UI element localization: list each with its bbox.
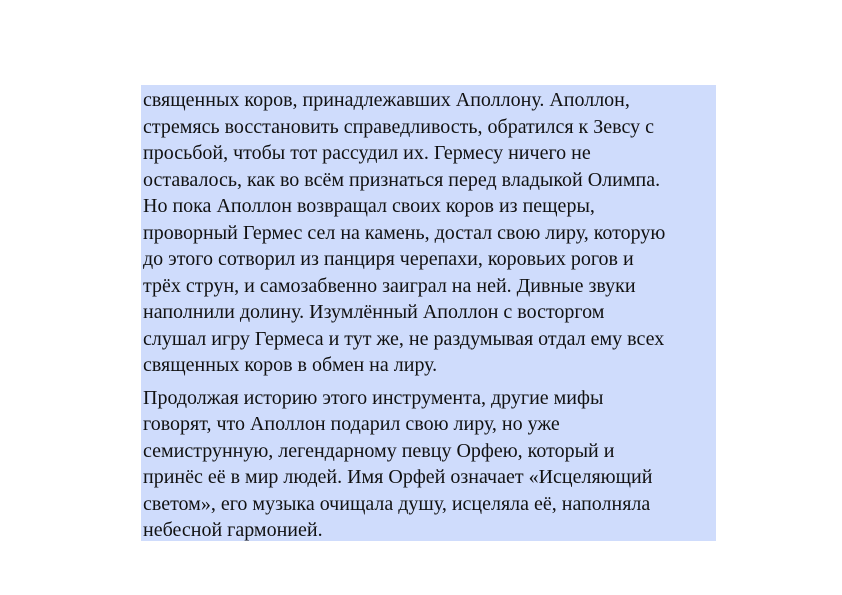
text-block xyxy=(141,85,716,541)
paragraph-1 xyxy=(143,87,714,379)
paragraph-line: проворный Гермес сел на камень, достал свою лиру, которую xyxy=(143,221,666,244)
paragraph-line: семиструнную, легендарному певцу Орфею, который и xyxy=(143,439,615,462)
paragraph-line: наполнили долину. Изумлённый Аполлон с восторгом xyxy=(143,301,605,323)
paragraph-line: стремясь восстановить справедливость, обратился к Зевсу с xyxy=(143,115,654,138)
paragraph-line: слушал игру Гермеса и тут же, не раздумывая отдал ему всех xyxy=(143,327,665,350)
paragraph-line: до этого сотворил из панциря черепахи, коровьих рогов и xyxy=(143,248,634,270)
paragraph-line: говорят, что Аполлон подарил свою лиру, но уже xyxy=(143,413,560,435)
paragraph-line: светом», его музыка очищала душу, исцеляла её, наполняла xyxy=(143,492,651,515)
paragraph-line: Но пока Аполлон возвращал своих коров из пещеры, xyxy=(143,195,595,217)
paragraph-line: просьбой, чтобы тот рассудил их. Гермесу ничего не xyxy=(143,142,591,164)
paragraph-line: оставалось, как во всём признаться перед владыкой Олимпа. xyxy=(143,168,661,191)
paragraph-line: священных коров в обмен на лиру. xyxy=(143,354,438,376)
paragraph-line: небесной гармонией. xyxy=(143,519,323,541)
paragraph-line: принёс её в мир людей. Имя Орфей означает «Исцеляющий xyxy=(143,466,653,488)
paragraph-line: священных коров, принадлежавших Аполлону. Аполлон, xyxy=(143,89,630,111)
paragraph-line: трёх струн, и самозабвенно заиграл на ней. Дивные звуки xyxy=(143,274,636,297)
paragraph-line: Продолжая историю этого инструмента, другие мифы xyxy=(143,386,604,409)
paragraph-2 xyxy=(143,385,714,544)
